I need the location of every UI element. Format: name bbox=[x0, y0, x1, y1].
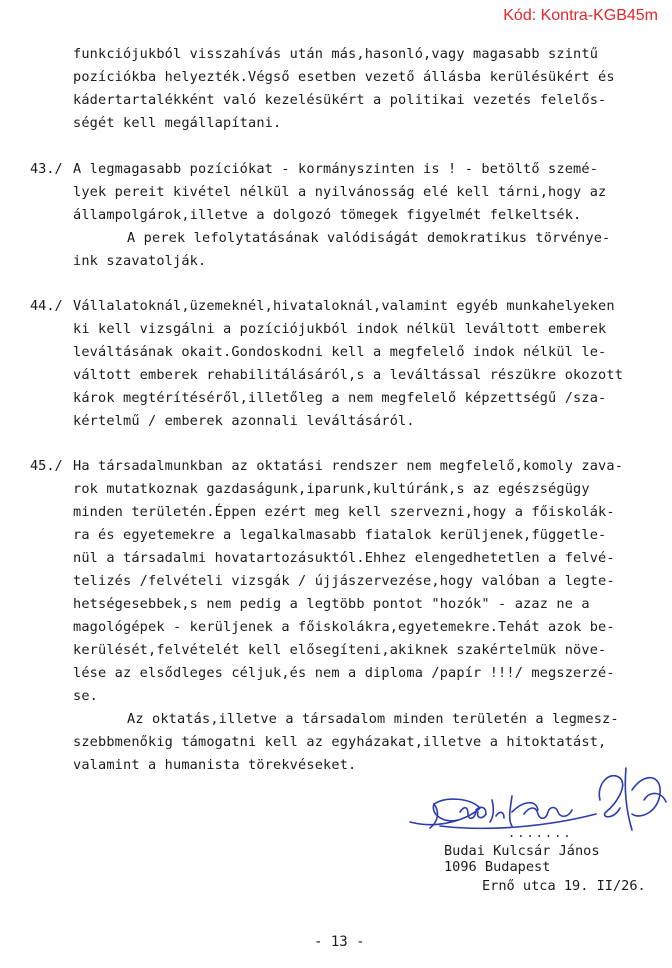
section-44-line: ki kell vizsgálni a pozíciójukból indok nélkül leváltott emberek bbox=[73, 321, 607, 337]
section-45-line: Ha társadalmunkban az oktatási rendszer nem megfelelő,komoly zava- bbox=[73, 458, 624, 474]
section-45-line: telizés /felvételi vizsgák / újjászervezése,hogy valóban a legte- bbox=[73, 573, 615, 589]
section-45-line: Az oktatás,illetve a társadalom minden területén a legmesz- bbox=[127, 711, 619, 727]
section-45-line: lése az elsődleges céljuk,és nem a diploma /papír !!!/ megszerzé- bbox=[73, 665, 615, 681]
document-code-label: Kód: Kontra-KGB45m bbox=[503, 7, 658, 24]
signature-dotted-line: ....... bbox=[508, 826, 573, 840]
section-45-line: ra és egyetemekre a legalkalmasabb fiatalok kerüljenek,függetle- bbox=[73, 527, 607, 543]
section-43-line: A perek lefolytatásának valódiságát demokratikus törvénye- bbox=[127, 230, 611, 246]
section-45-line: minden területén.Éppen ezért meg kell szervezni,hogy a főiskolák- bbox=[73, 504, 615, 520]
section-45-line: se. bbox=[73, 688, 99, 704]
signatory-address-line-1: 1096 Budapest bbox=[444, 859, 551, 875]
section-44-line: váltott emberek rehabilitálásáról,s a leváltással részükre okozott bbox=[73, 367, 624, 383]
section-44-line: Vállalatoknál,üzemeknél,hivataloknál,valamint egyéb munkahelyeken bbox=[73, 298, 615, 314]
section-43-line: A legmagasabb pozíciókat - kormányszinten is ! - betöltő szemé- bbox=[73, 161, 599, 177]
section-45-line: szebbmenőkig támogatni kell az egyházakat,illetve a hitoktatást, bbox=[73, 734, 607, 750]
section-45-line: kerülését,felvételét kell elősegíteni,akiknek szakértelmük növe- bbox=[73, 642, 607, 658]
section-45-line: magológépek - kerüljenek a főiskolákra,egyetemekre.Tehát azok be- bbox=[73, 619, 615, 635]
intro-line: ségét kell megállapítani. bbox=[73, 115, 282, 131]
section-44-line: leváltásának okait.Gondoskodni kell a megfelelő indok nélkül le- bbox=[73, 344, 607, 360]
intro-line: funkciójukból visszahívás után más,hasonló,vagy magasabb szintű bbox=[73, 46, 599, 62]
section-44-line: károk megtérítéséről,illetőleg a nem megfelelő képzettségű /sza- bbox=[73, 390, 607, 406]
intro-line: kádertartalékként való kezelésükért a politikai vezetés felelős- bbox=[73, 92, 607, 108]
intro-line: pozíciókba helyezték.Végső esetben vezető állásba kerülésükért és bbox=[73, 69, 615, 85]
section-43-line: lyek pereit kivétel nélkül a nyilvánosság elé kell tárni,hogy az bbox=[73, 184, 607, 200]
section-45-line: valamint a humanista törekvéseket. bbox=[73, 757, 357, 773]
signatory-address-line-2: Ernő utca 19. II/26. bbox=[482, 878, 646, 894]
section-43-line: állampolgárok,illetve a dolgozó tömegek figyelmét felkeltsék. bbox=[73, 207, 582, 223]
section-number: 45./ bbox=[30, 458, 63, 474]
section-45-line: rok mutatkoznak gazdaságunk,iparunk,kultúránk,s az egészségügy bbox=[73, 481, 590, 497]
signatory-name: Budai Kulcsár János bbox=[444, 843, 600, 859]
section-43-line: ink szavatolják. bbox=[73, 253, 207, 269]
section-44-line: kértelmű / emberek azonnali leváltásáról. bbox=[73, 413, 415, 429]
section-number: 44./ bbox=[30, 298, 63, 314]
page-number: - 13 - bbox=[314, 934, 365, 950]
section-45-line: hetségesebbek,s nem pedig a legtöbb pontot "hozók" - azaz ne a bbox=[73, 596, 590, 612]
section-45-line: nül a társadalmi hovatartozásuktól.Ehhez elengedhetetlen a felvé- bbox=[73, 550, 615, 566]
section-number: 43./ bbox=[30, 161, 63, 177]
